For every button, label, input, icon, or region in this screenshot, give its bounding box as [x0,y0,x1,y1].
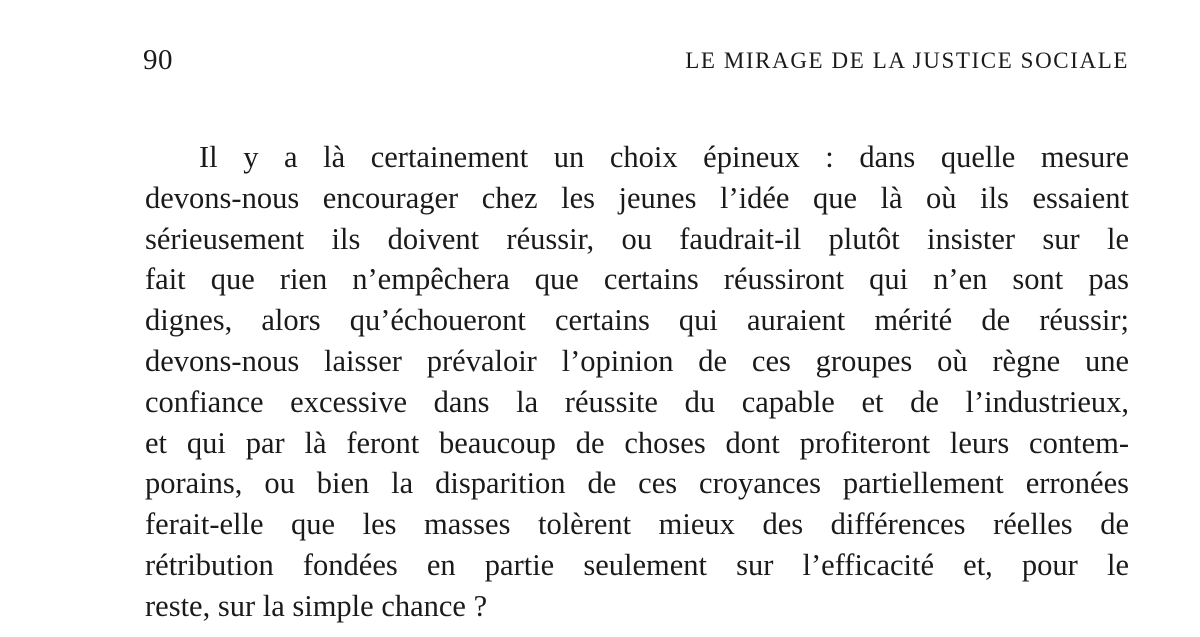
running-title: LE MIRAGE DE LA JUSTICE SOCIALE [685,48,1129,73]
text-line: devons-nous laisser prévaloir l’opinion de ces groupes où règne une [145,343,1129,378]
page-number: 90 [143,44,173,76]
text-line: porains, ou bien la disparition de ces croyances partiellement erronées [145,466,1129,501]
text-line: rétribution fondées en partie seulement sur l’efficacité et, pour le [145,547,1129,582]
text-line: devons-nous encourager chez les jeunes l’idée que là où ils essaient [145,180,1129,215]
text-line: et qui par là feront beaucoup de choses dont profiteront leurs contem- [145,425,1129,460]
text-line: confiance excessive dans la réussite du capable et de l’industrieux, [145,384,1129,419]
text-line: ferait-elle que les masses tolèrent mieux des différences réelles de [145,507,1129,542]
text-line: sérieusement ils doivent réussir, ou faudrait-il plutôt insister sur le [145,221,1129,256]
text-line: reste, sur la simple chance ? [145,588,488,623]
page-header [143,44,1129,84]
text-line: fait que rien n’empêchera que certains réussiront qui n’en sont pas [145,262,1129,297]
text-line: dignes, alors qu’échoueront certains qui auraient mérité de réussir; [145,303,1129,338]
text-line: Il y a là certainement un choix épineux : dans quelle mesure [199,140,1129,174]
body-paragraph [145,137,1129,627]
